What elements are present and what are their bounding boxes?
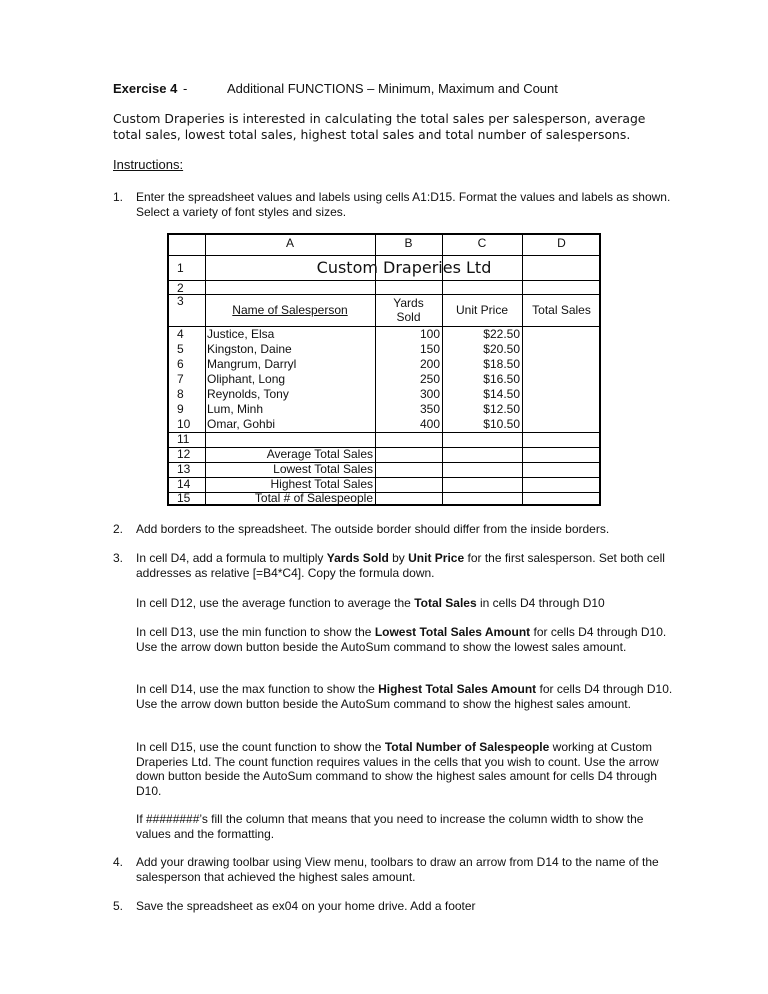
salesperson-name: Mangrum, Darryl bbox=[207, 357, 297, 371]
summary-count-label: Total # of Salespeople bbox=[254, 491, 373, 505]
header-unit-price: Unit Price bbox=[455, 303, 508, 317]
column-header-c: C bbox=[477, 236, 487, 250]
row-number: 10 bbox=[177, 417, 191, 431]
row-number: 7 bbox=[177, 372, 184, 386]
step-text: In cell D4, add a formula to multiply Yards Sold by Unit Price for the first salesperson. Set both cell addresses as relative [=B4*C4]. Copy the formula down. bbox=[136, 551, 665, 580]
step-text: Save the spreadsheet as ex04 on your home drive. Add a footer bbox=[136, 899, 476, 913]
unit-price: $18.50 bbox=[483, 357, 520, 371]
unit-price: $22.50 bbox=[483, 327, 520, 341]
yards-sold: 200 bbox=[419, 357, 440, 371]
row-number: 13 bbox=[177, 462, 191, 476]
unit-price: $10.50 bbox=[483, 417, 520, 431]
instruction-d15: In cell D15, use the count function to show the Total Number of Salespeople working at Custom Draperies Ltd. The count function requires values in the cells that you wish to count. Use the arrow down button beside the AutoSum command to show the highest sales amount for cells D4 through D10. bbox=[136, 740, 659, 798]
yards-sold: 350 bbox=[419, 402, 440, 416]
row-number: 12 bbox=[177, 447, 191, 461]
unit-price: $14.50 bbox=[483, 387, 520, 401]
header-yards-line1: Yards bbox=[393, 296, 424, 310]
yards-sold: 100 bbox=[419, 327, 440, 341]
yards-sold: 250 bbox=[419, 372, 440, 386]
yards-sold: 150 bbox=[419, 342, 440, 356]
salesperson-name: Lum, Minh bbox=[207, 402, 264, 416]
row-number: 15 bbox=[177, 491, 191, 505]
instructions-label: Instructions: bbox=[113, 157, 184, 172]
exercise-heading bbox=[113, 81, 558, 96]
salesperson-name: Reynolds, Tony bbox=[207, 387, 289, 401]
row-number: 5 bbox=[177, 342, 184, 356]
yards-sold: 400 bbox=[419, 417, 440, 431]
instruction-d13: In cell D13, use the min function to show the Lowest Total Sales Amount for cells D4 through D10. Use the arrow down button beside the AutoSum command to show the lowest sales amount. bbox=[136, 625, 667, 654]
salesperson-name: Omar, Gohbi bbox=[207, 417, 276, 431]
column-header-b: B bbox=[404, 236, 413, 250]
unit-price: $16.50 bbox=[483, 372, 520, 386]
row-number: 11 bbox=[177, 432, 190, 446]
row-number: 2 bbox=[177, 281, 184, 295]
row-number: 3 bbox=[177, 294, 184, 308]
column-header-d: D bbox=[557, 236, 566, 250]
summary-highest-label: Highest Total Sales bbox=[270, 477, 373, 491]
row-number: 1 bbox=[177, 261, 184, 275]
salesperson-name: Kingston, Daine bbox=[207, 342, 292, 356]
spreadsheet-table bbox=[167, 233, 601, 506]
summary-average-label: Average Total Sales bbox=[266, 447, 373, 461]
step-text: Add your drawing toolbar using View menu, toolbars to draw an arrow from D14 to the name of the salesperson that achieved the highest sales amount. bbox=[136, 855, 659, 884]
row-number: 8 bbox=[177, 387, 184, 401]
unit-price: $12.50 bbox=[483, 402, 520, 416]
step-number: 4. bbox=[113, 855, 124, 869]
heading-dash: - bbox=[182, 81, 188, 96]
header-total-sales: Total Sales bbox=[532, 303, 591, 317]
salesperson-name: Oliphant, Long bbox=[207, 372, 286, 386]
instruction-d14: In cell D14, use the max function to show the Highest Total Sales Amount for cells D4 through D10. Use the arrow down button beside the AutoSum command to show the highest sales amount. bbox=[136, 682, 673, 711]
instruction-d12: In cell D12, use the average function to average the Total Sales in cells D4 through D10 bbox=[136, 596, 605, 610]
header-name: Name of Salesperson bbox=[232, 303, 348, 317]
column-header-a: A bbox=[285, 236, 294, 250]
sheet-title: Custom Draperies Ltd bbox=[316, 258, 492, 277]
intro-paragraph: Custom Draperies is interested in calculating the total sales per salesperson, average total sales, lowest total sales, highest total sales and total number of salespersons. bbox=[113, 111, 646, 142]
row-number: 4 bbox=[177, 327, 184, 341]
step-number: 3. bbox=[113, 551, 124, 565]
summary-lowest-label: Lowest Total Sales bbox=[273, 462, 373, 476]
step-text: Enter the spreadsheet values and labels using cells A1:D15. Format the values and labels as shown. Select a variety of font styles and sizes. bbox=[136, 190, 671, 219]
exercise-number: Exercise 4 bbox=[113, 81, 178, 96]
unit-price: $20.50 bbox=[483, 342, 520, 356]
header-yards-line2: Sold bbox=[396, 310, 421, 324]
row-number: 9 bbox=[177, 402, 184, 416]
instruction-column-width: If ########’s fill the column that means that you need to increase the column width to show the values and the formatting. bbox=[136, 812, 644, 841]
exercise-subtitle: Additional FUNCTIONS – Minimum, Maximum and Count bbox=[227, 81, 558, 96]
row-number: 14 bbox=[177, 477, 191, 491]
salesperson-name: Justice, Elsa bbox=[207, 327, 275, 341]
step-number: 5. bbox=[113, 899, 124, 913]
step-number: 1. bbox=[113, 190, 124, 204]
row-number: 6 bbox=[177, 357, 184, 371]
step-number: 2. bbox=[113, 522, 124, 536]
step-text: Add borders to the spreadsheet. The outside border should differ from the inside borders. bbox=[136, 522, 610, 536]
yards-sold: 300 bbox=[419, 387, 440, 401]
